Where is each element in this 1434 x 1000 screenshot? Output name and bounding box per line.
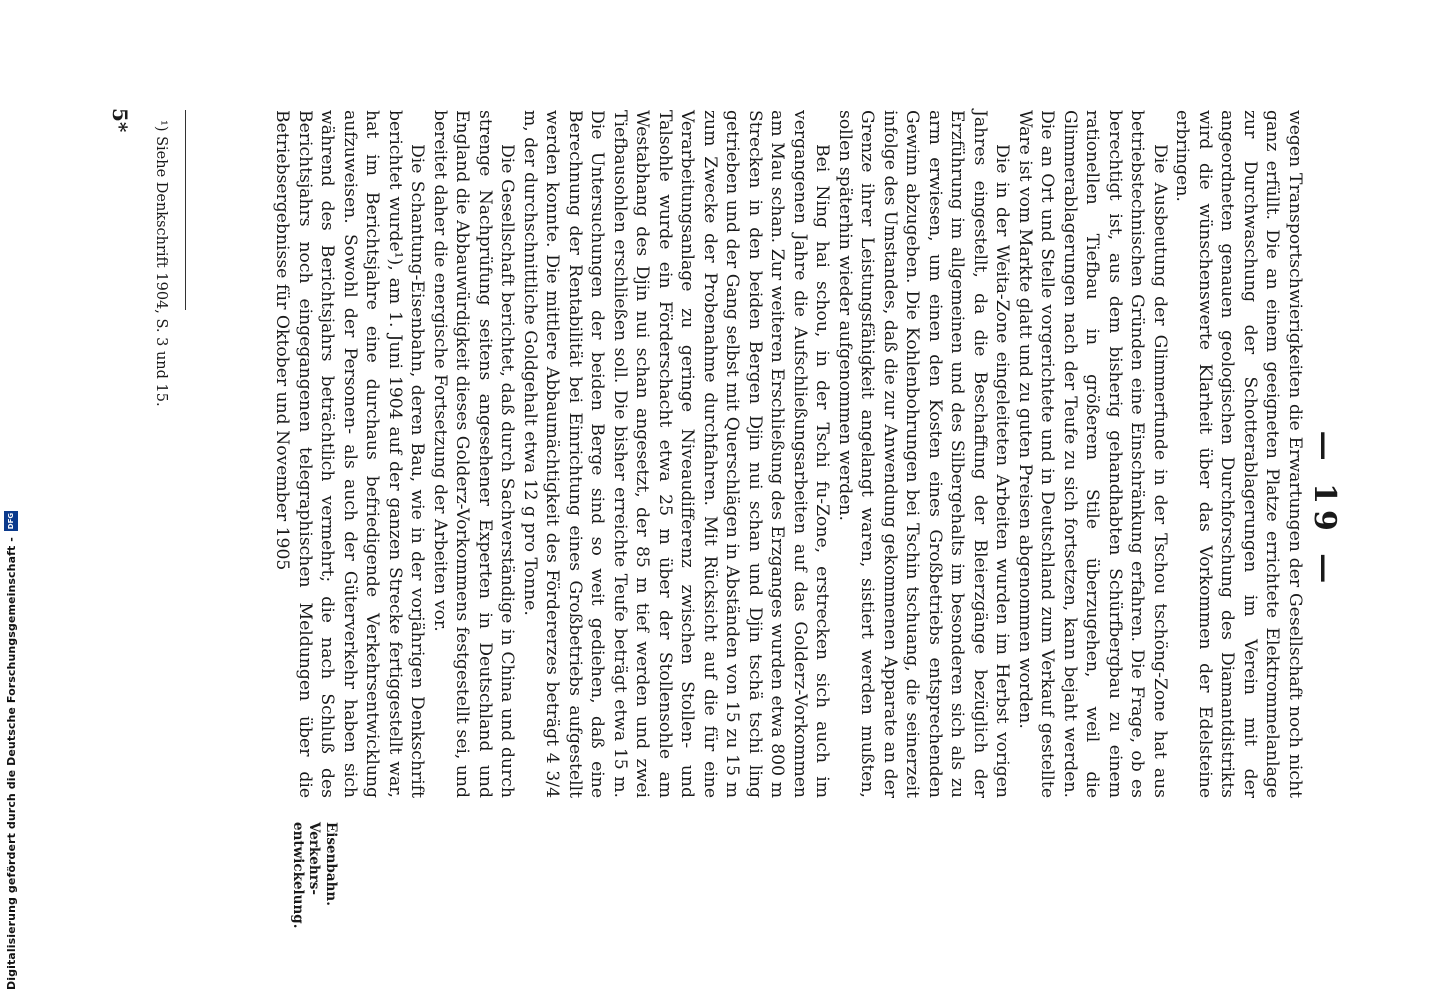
paragraph-5: Die Gesellschaft berichtet, daß durch Sachverständige in China und durch strenge Nachprüfung seitens angesehener Experten in Deutschland und England die Abbauwürdigkeit dieses Golderz-Vorkommens festgestellt sei, und bereitet daher die energische Fortsetzung der Arbeiten vor.: [430, 110, 518, 798]
paragraph-4: Bei Ning hai schou, in der Tschi fu-Zone, erstrecken sich auch im vergangenen Jahre die Aufschließungsarbeiten auf das Golderz-Vorkommen am Mau schan. Zur weiteren Erschließung des Erzganges wurden etwa 800 m Strecken in den beiden Bergen Djin nui schan und Djin tschä tschi ling getrieben und der Gang selbst mit Querschlägen in Abständen von 15 zu 15 m zum Zwecke der Probenahme durchfahren. Mit Rücksicht auf die für eine Verarbeitungsanlage zu geringe Niveaudifferenz zwischen Stollen- und Talsohle wurde ein Förderschacht etwa 25 m über der Stollensohle am Westabhang des Djin nui schan angesetzt, der 85 m tief werden und zwei Tiefbausohlen erschließen soll. Die bisher erreichte Teufe beträgt etwa 15 m. Die Untersuchungen der beiden Berge sind so weit gediehen, daß eine Berechnung der Rentabilität bei Einrichtung eines Großbetriebs aufgestellt werden konnte. Die mittlere Abbaumächtigkeit des Fördererzes beträgt 4 3/4 m, der durchschnittliche Goldgehalt etwa 12 g pro Tonne.: [520, 110, 833, 798]
margin-note: [290, 822, 340, 972]
footnote: ¹) Siehe Denkschrift 1904, S. 3 und 15.: [153, 120, 169, 407]
body-text: [271, 110, 1306, 798]
page-number: — 19 —: [1307, 430, 1342, 590]
margin-note-line-1: Eisenbahn.: [323, 822, 339, 906]
margin-note-line-2: Verkehrs-: [306, 822, 323, 896]
signature-mark: 5*: [108, 108, 132, 133]
credit-text: Digitalisierung gefördert durch die Deutsche Forschungsgemeinschaft -: [4, 537, 18, 990]
paragraph-2: Die Ausbeutung der Glimmerfunde in der Tschou tschöng-Zone hat aus betriebstechnischen Gründen eine Einschränkung erfahren. Die Frage, ob es berechtigt ist, aus dem bisherig gehandhabten Schürfbergbau zu einem rationellen Tiefbau in größerem Stile überzugehen, weil die Glimmerablagerungen nach der Teufe zu sich fortsetzen, kann bejaht werden. Die an Ort und Stelle vorgerichtete und in Deutschland zum Verkauf gestellte Ware ist vom Markte glatt und zu guten Preisen abgenommen worden.: [1015, 110, 1170, 798]
digitization-credit: [0, 0, 22, 1000]
dfg-logo-icon: DFG: [4, 511, 18, 531]
paragraph-1: wegen Transportschwierigkeiten die Erwartungen der Gesellschaft noch nicht ganz erfüllt. Die an einem geeigneten Platze errichtete Elektrommelanlage zur Durchwaschung der Schotterablagerungen im Verein mit der angeordneten genauen geologischen Durchforschung des Diamantdistrikts wird die wünschenswerte Klarheit über das Vorkommen der Edelsteine erbringen.: [1172, 110, 1305, 798]
paragraph-3: Die in der Weita-Zone eingeleiteten Arbeiten wurden im Herbst vorigen Jahres eingestellt, da die Beschaffung der Bleierzgänge bezüglich der Erzführung im allgemeinen und des Silbergehalts im besonderen sich als zu arm erwiesen, um einen den Kosten eines Großbetriebs entsprechenden Gewinn abzugeben. Die Kohlenbohrungen bei Tschin tschuang, die seinerzeit infolge des Umstandes, daß die zur Anwendung gekommenen Apparate an der Grenze ihrer Leistungsfähigkeit angelangt waren, sistiert werden mußten, sollen späterhin wieder aufgenommen werden.: [835, 110, 1013, 798]
paragraph-6: Die Schantung-Eisenbahn, deren Bau, wie in der vorjährigen Denkschrift berichtet wurde¹), am 1. Juni 1904 auf der ganzen Strecke fertiggestellt war, hat im Berichtsjahre eine durchaus befriedigende Verkehrsentwicklung aufzuweisen. Sowohl der Personen- als auch der Güterverkehr haben sich während des Berichtsjahrs beträchtlich vermehrt; die nach Schluß des Berichtsjahrs noch eingegangenen telegraphischen Meldungen über die Betriebsergebnisse für Oktober und November 1905: [272, 110, 428, 798]
footnote-rule: [185, 110, 186, 310]
margin-note-line-3: entwickelung.: [290, 822, 306, 929]
